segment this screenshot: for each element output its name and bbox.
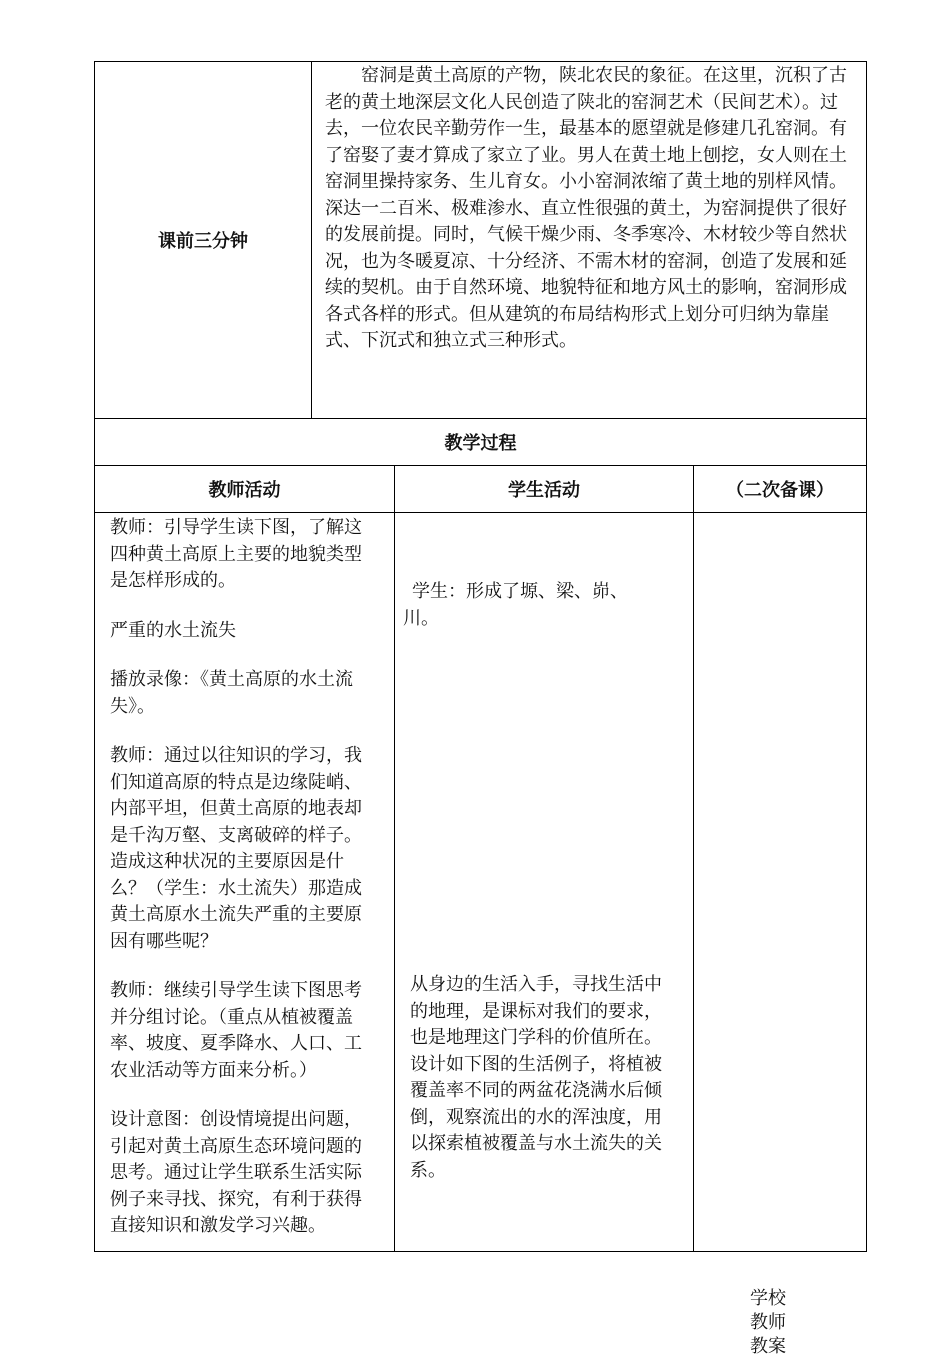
teacher-paragraph: 设计意图：创设情境提出问题，引起对黄土高原生态环境问题的思考。通过让学生联系生活实际例子来寻找、探究，有利于获得直接知识和激发学习兴趣。 <box>110 1109 362 1236</box>
teacher-paragraph: 播放录像：《黄土高原的水土流失》。 <box>110 669 353 717</box>
activity-body-row <box>94 512 867 1252</box>
section-title: 教学过程 <box>444 433 517 454</box>
student-paragraph: 学生：形成了塬、梁、峁、川。 <box>403 581 628 629</box>
second-prep-header: （二次备课） <box>726 480 834 501</box>
intro-label: 课前三分钟 <box>158 231 248 252</box>
intro-paragraph-2: 深达一二百米、极难渗水、直立性很强的黄土，为窑洞提供了很好的发展前提。同时，气候干燥少雨、冬季寒冷、木材较少等自然状况，也为冬暖夏凉、十分经济、不需木材的窑洞，创造了发展和延续的契机。由于自然环境、地貌特征和地方风土的影响，窑洞形成各式各样的形式。但从建筑的布局结构形式上划分可归纳为靠崖式、下沉式和独立式三种形式。 <box>325 197 847 351</box>
teacher-paragraph: 教师：继续引导学生读下图思考并分组讨论。（重点从植被覆盖率、坡度、夏季降水、人口、工农业活动等方面来分析。） <box>110 980 362 1081</box>
second-prep-cell <box>694 513 866 1251</box>
student-paragraph: 从身边的生活入手，寻找生活中的地理，是课标对我们的要求，也是地理这门学科的价值所在。设计如下图的生活例子，将植被覆盖率不同的两盆花浇满水后倾倒，观察流出的水的浑浊度，用以探索植被覆盖与水土流失的关系。 <box>410 974 662 1181</box>
footer-line-plan: 教案 <box>750 1336 786 1357</box>
footer-line-teacher: 教师 <box>750 1312 786 1333</box>
student-header: 学生活动 <box>508 480 580 501</box>
footer-stub <box>750 1287 810 1359</box>
intro-label-cell <box>95 62 312 418</box>
footer-line-school: 学校 <box>750 1288 786 1309</box>
teacher-header-cell <box>95 466 395 512</box>
student-header-cell <box>395 466 694 512</box>
section-title-row <box>94 418 867 466</box>
intro-paragraph-1: 窑洞是黄土高原的产物，陕北农民的象征。在这里，沉积了古老的黄土地深层文化人民创造了陕北的窑洞艺术（民间艺术）。过去，一位农民辛勤劳作一生，最基本的愿望就是修建几孔窑洞。有了窑娶了妻才算成了家立了业。男人在黄土地上刨挖，女人则在土窑洞里操持家务、生儿育女。小小窑洞浓缩了黄土地的别样风情。 <box>325 65 847 192</box>
intro-text-cell <box>312 62 866 418</box>
teacher-header: 教师活动 <box>208 480 281 501</box>
teacher-activity-cell <box>95 513 395 1251</box>
second-prep-header-cell <box>694 466 866 512</box>
teacher-paragraph: 严重的水土流失 <box>110 619 236 641</box>
teacher-paragraph: 教师：引导学生读下图，了解这四种黄土高原上主要的地貌类型是怎样形成的。 <box>110 517 362 591</box>
student-activity-cell <box>395 513 694 1251</box>
activity-header-row <box>94 465 867 513</box>
teacher-paragraph: 教师：通过以往知识的学习，我们知道高原的特点是边缘陡峭、内部平坦，但黄土高原的地表却是千沟万壑、支离破碎的样子。造成这种状况的主要原因是什么？（学生：水土流失）那造成黄土高原水土流失严重的主要原因有哪些呢？ <box>110 745 362 952</box>
intro-table <box>94 61 867 419</box>
